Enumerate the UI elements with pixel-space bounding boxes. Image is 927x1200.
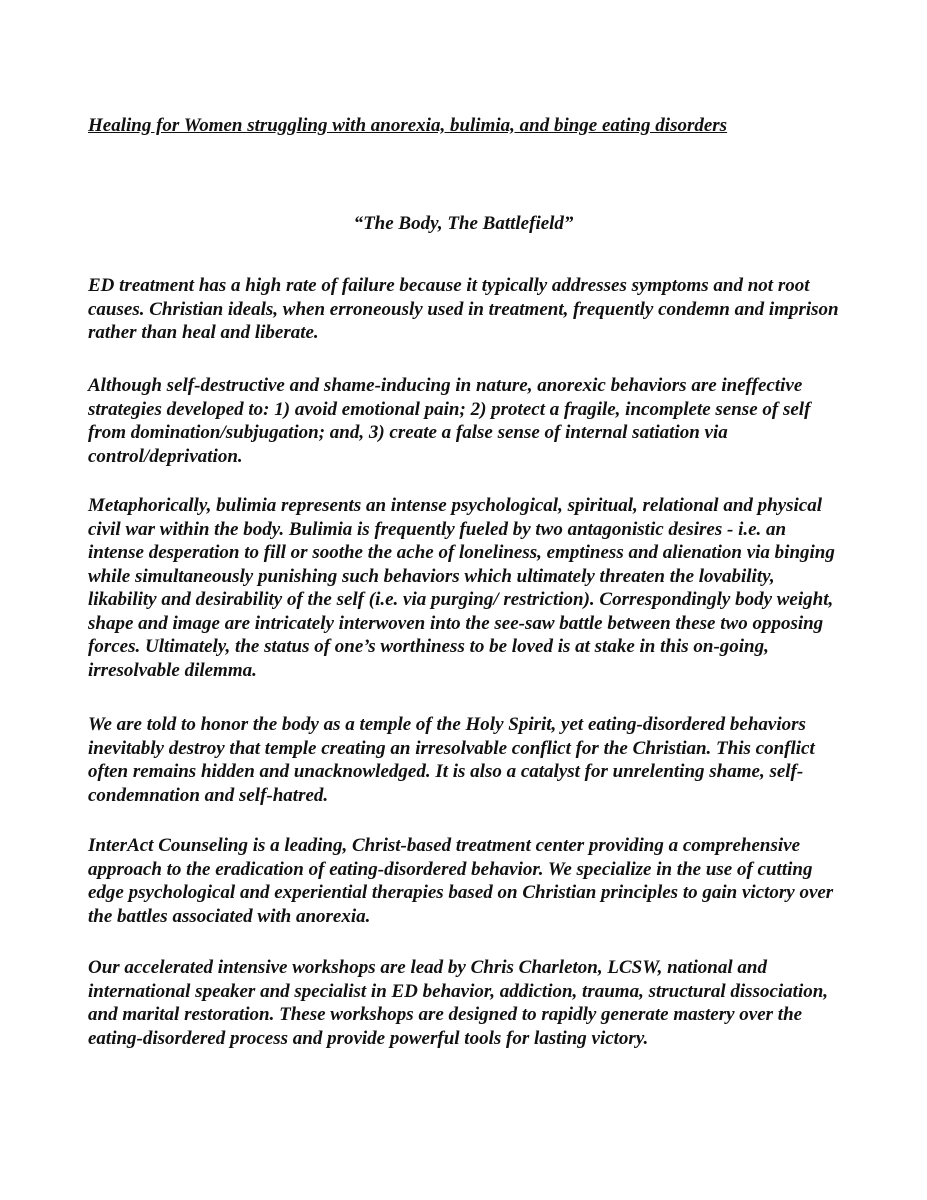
paragraph-anorexic-behaviors: Although self-destructive and shame-inducing in nature, anorexic behaviors are ineffective strategies developed to: 1) avoid emotional pain; 2) protect a fragile, incomplete sense of self from domination/subjugation; and, 3) create a false sense of internal satiation via control/deprivation. — [88, 375, 811, 467]
paragraph-bulimia-metaphor: Metaphorically, bulimia represents an intense psychological, spiritual, relational and physical civil war within the body. Bulimia is frequently fueled by two antagonistic desires - i.e. an intense desperation to fill or soothe the ache of loneliness, emptiness and alienation via binging while simultaneously punishing such behaviors which ultimately threaten the lovability, likability and desirability of the self (i.e. via purging/ restriction). Correspondingly body weight, shape and image are intricately interwoven into the see-saw battle between these two opposing forces. Ultimately, the status of one’s worthiness to be loved is at stake in this on-going, irresolvable dilemma. — [88, 495, 835, 681]
paragraph-workshops: Our accelerated intensive workshops are lead by Chris Charleton, LCSW, national and international speaker and specialist in ED behavior, addiction, trauma, structural dissociation, and marital restoration. These workshops are designed to rapidly generate mastery over the eating-disordered process and provide powerful tools for lasting victory. — [88, 957, 829, 1049]
paragraph-treatment-failure: ED treatment has a high rate of failure because it typically addresses symptoms and not root causes. Christian ideals, when erroneously used in treatment, frequently condemn and imprison rather than heal and liberate. — [88, 275, 839, 343]
document-heading: Healing for Women struggling with anorexia, bulimia, and binge eating disorders — [88, 115, 728, 136]
document-title: “The Body, The Battlefield” — [353, 213, 574, 234]
paragraph-interact-counseling: InterAct Counseling is a leading, Christ-based treatment center providing a comprehensive approach to the eradication of eating-disordered behavior. We specialize in the use of cutting edge psychological and experiential therapies based on Christian principles to gain victory over the battles associated with anorexia. — [88, 835, 834, 927]
paragraph-temple-conflict: We are told to honor the body as a temple of the Holy Spirit, yet eating-disordered behaviors inevitably destroy that temple creating an irresolvable conflict for the Christian. This conflict often remains hidden and unacknowledged. It is also a catalyst for unrelenting shame, self-condemnation and self-hatred. — [88, 714, 815, 806]
